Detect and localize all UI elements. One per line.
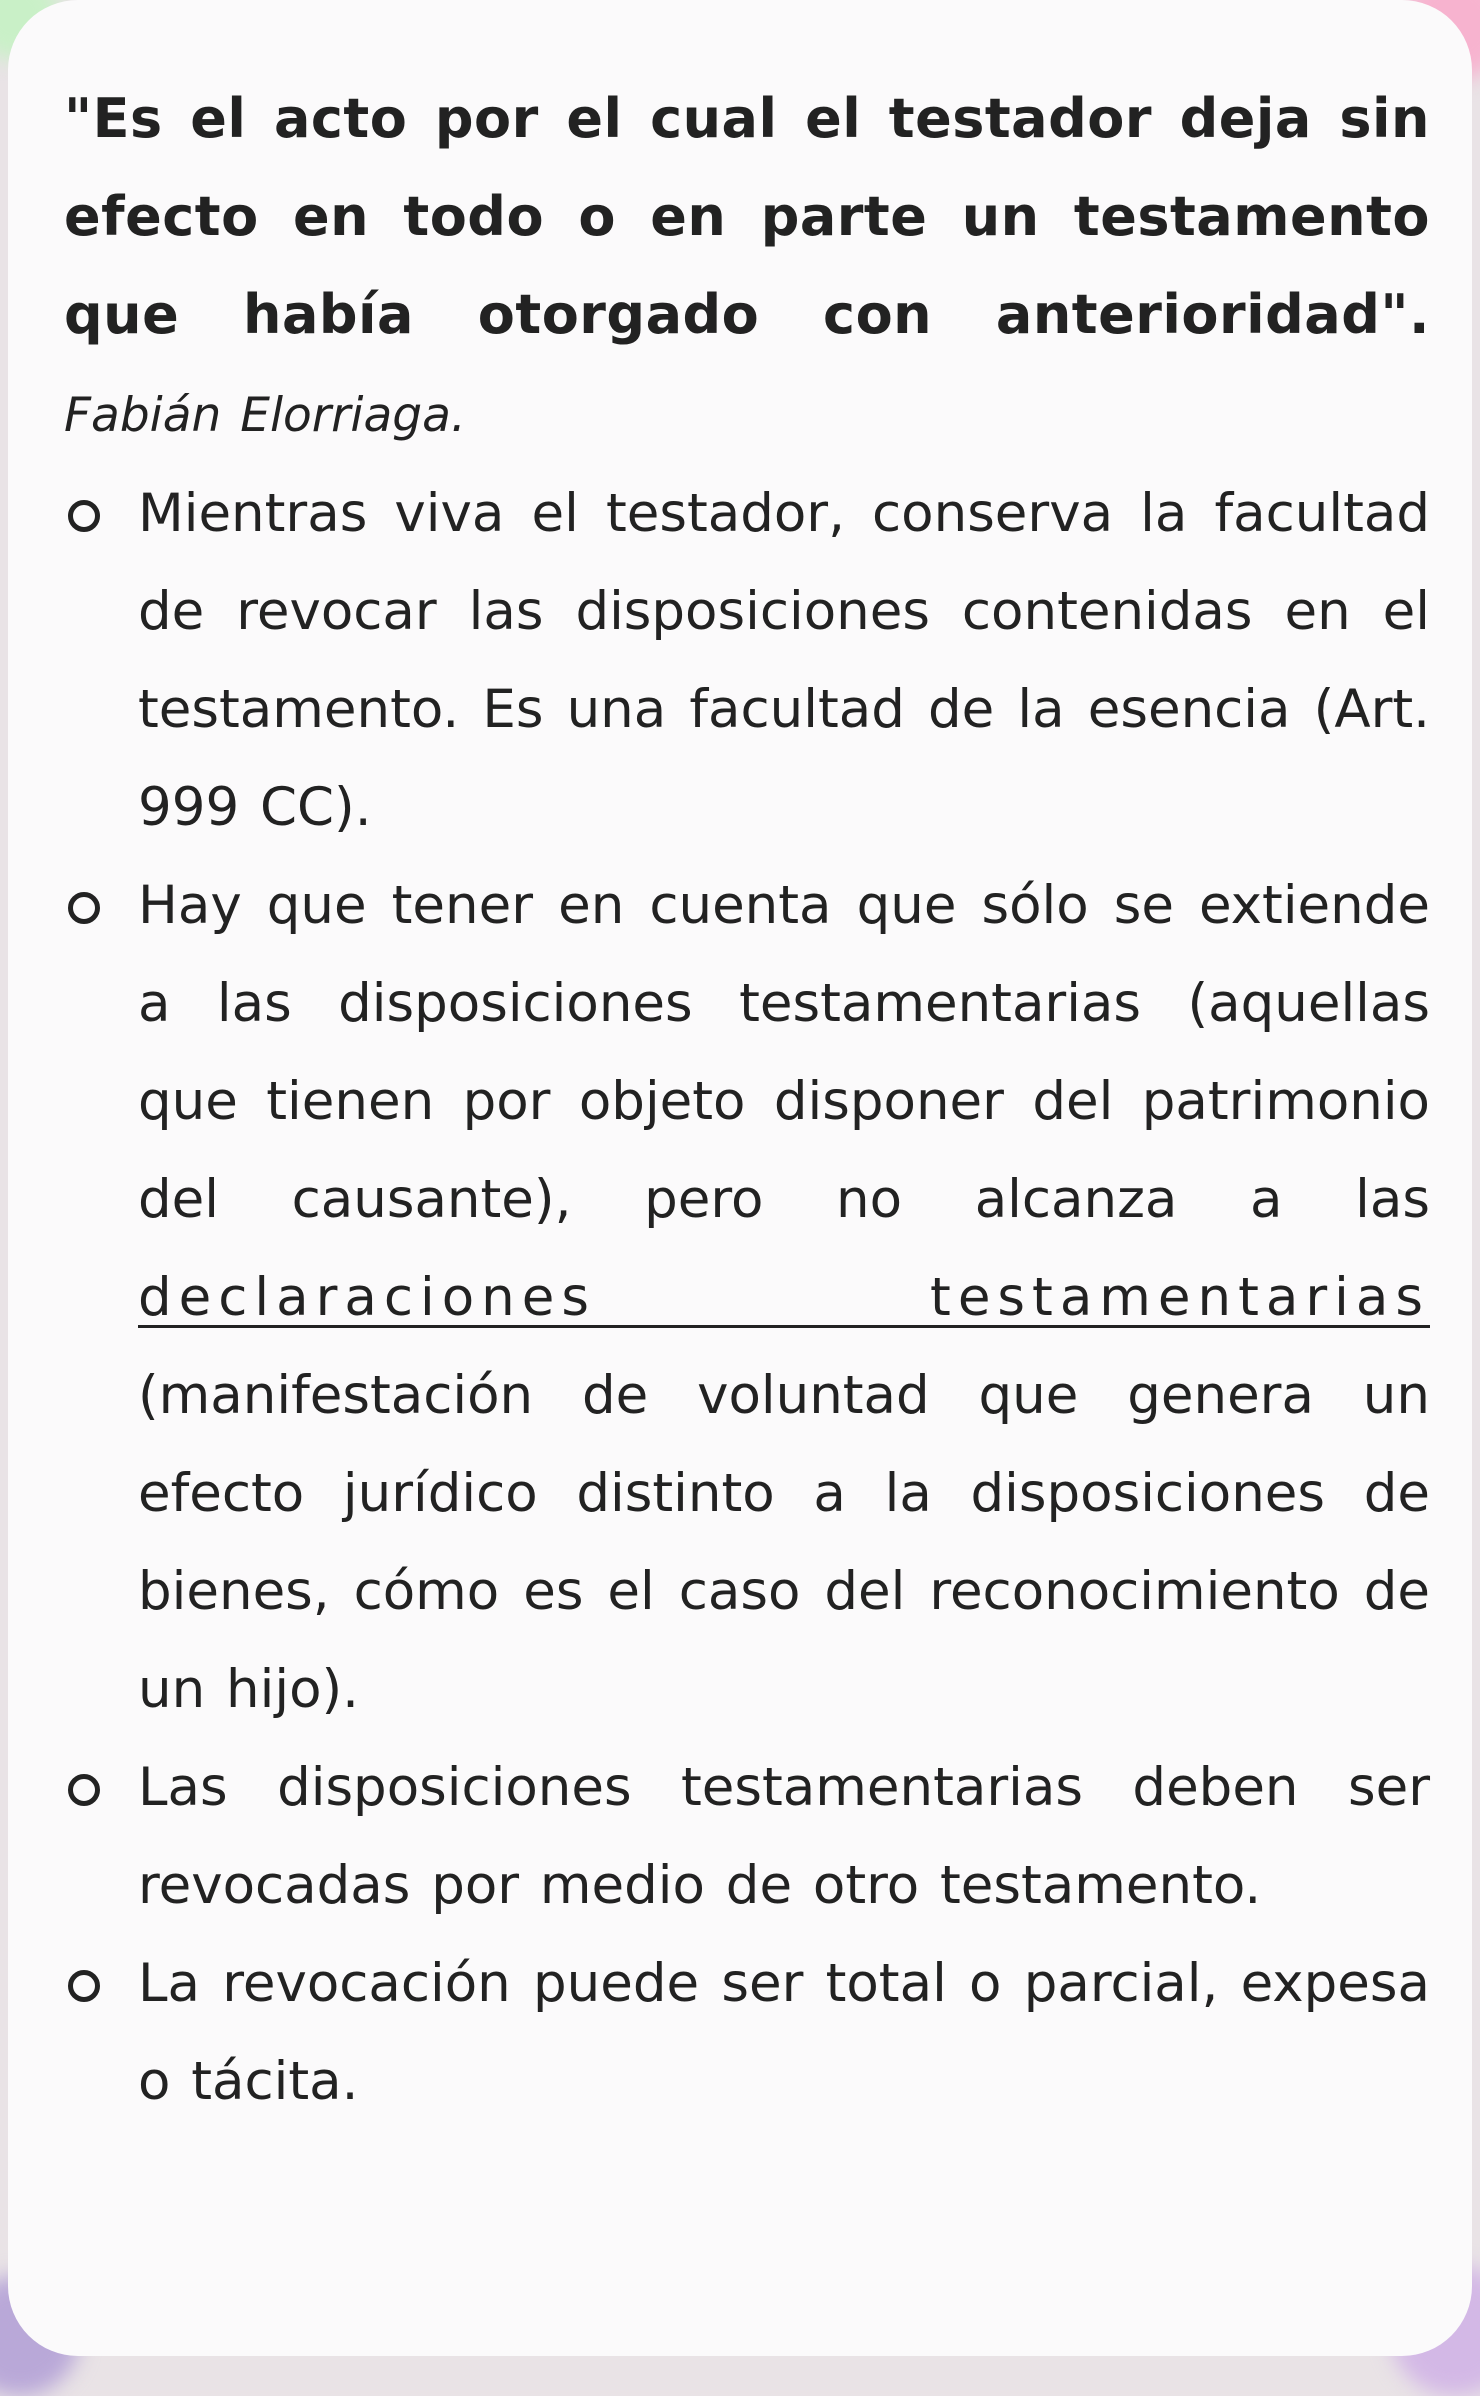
- definition-quote: [64, 70, 1430, 465]
- bullet-text: Las disposiciones testamentarias deben ser revocadas por medio de otro testamento.: [138, 1757, 1430, 1916]
- circle-bullet-icon: [68, 1774, 100, 1806]
- note-card: [8, 0, 1472, 2356]
- bullet-text: Hay que tener en cuenta que sólo se extiende a las disposiciones testamentarias (aquellas que tienen por objeto disponer del patrimonio del causante), pero no alcanza a las: [138, 875, 1430, 1230]
- list-item: [64, 465, 1430, 857]
- bullet-text-continued: (manifestación de voluntad que genera un efecto jurídico distinto a la disposiciones de bienes, cómo es el caso del reconocimiento de un hijo).: [138, 1365, 1430, 1720]
- bullet-text: Mientras viva el testador, conserva la facultad de revocar las disposiciones contenidas en el testamento. Es una facultad de la esencia (Art. 999 CC).: [138, 483, 1430, 838]
- bullet-list: [64, 465, 1430, 2131]
- circle-bullet-icon: [68, 892, 100, 924]
- list-item: [64, 857, 1430, 1739]
- quote-text: "Es el acto por el cual el testador deja sin efecto en todo o en parte un testamento que había otorgado con anterioridad".: [64, 87, 1430, 346]
- circle-bullet-icon: [68, 1970, 100, 2002]
- quote-author: Fabián Elorriaga.: [64, 388, 466, 443]
- list-item: [64, 1935, 1430, 2131]
- note-content: [64, 70, 1430, 2131]
- list-item: [64, 1739, 1430, 1935]
- bullet-text: La revocación puede ser total o parcial, expesa o tácita.: [138, 1953, 1430, 2112]
- circle-bullet-icon: [68, 500, 100, 532]
- underlined-term: declaraciones testamentarias: [138, 1267, 1430, 1328]
